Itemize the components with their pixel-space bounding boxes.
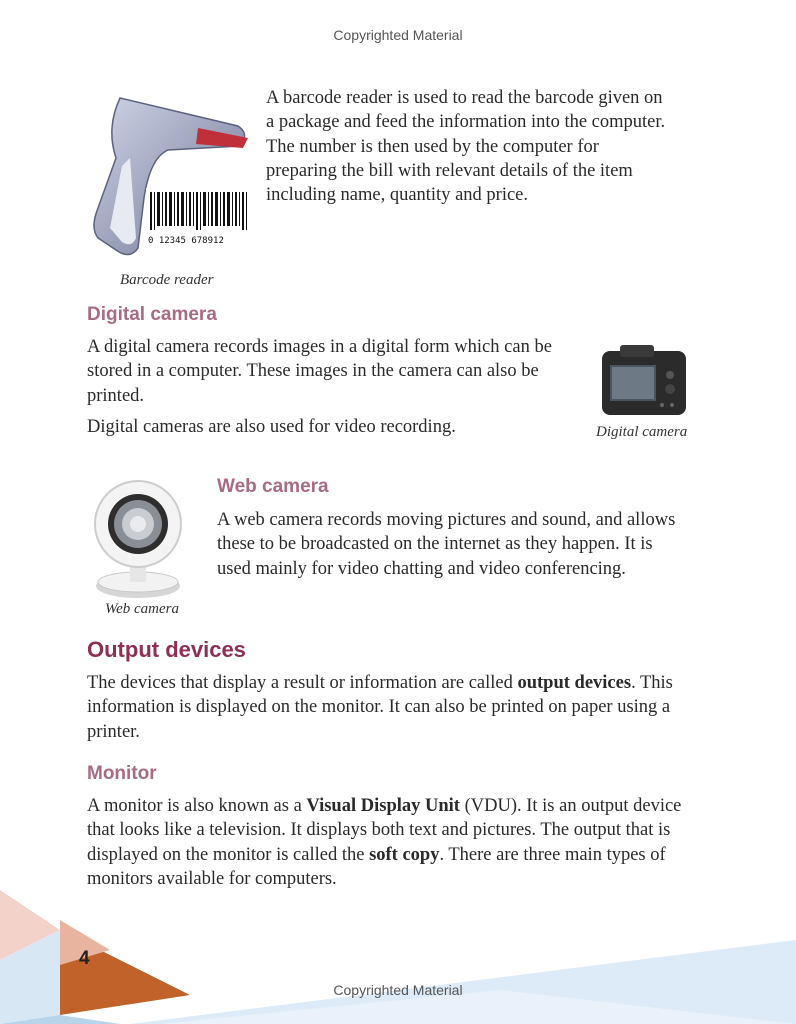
monitor-paragraph: A monitor is also known as a Visual Display Unit (VDU). It is an output device that looks like a television. It displays both text and pictures. The output that is displayed on the monitor is called the soft copy. There are three main types of monitors available for computers. (87, 796, 682, 889)
web-camera-paragraph: A web camera records moving pictures and sound, and allows these to be broadcasted on the internet as they happen. It is used mainly for video chatting and video conferencing. (217, 510, 676, 579)
barcode-digits: 0 12345 678912 (148, 236, 224, 246)
digital-camera-caption: Digital camera (596, 424, 688, 440)
corner-decoration (0, 870, 796, 1024)
digital-camera-image (598, 343, 690, 419)
copyright-top: Copyrighted Material (333, 27, 463, 43)
web-camera-caption: Web camera (105, 601, 180, 617)
output-devices-heading: Output devices (87, 637, 246, 662)
web-camera-heading: Web camera (217, 476, 329, 497)
web-camera-image (92, 474, 184, 600)
barcode-reader-image (88, 88, 258, 258)
output-devices-paragraph: The devices that display a result or information are called output devices. This information is displayed on the monitor. It can also be printed on paper using a printer. (87, 673, 673, 742)
monitor-heading: Monitor (87, 763, 157, 784)
copyright-bottom: Copyrighted Material (333, 982, 463, 998)
digital-camera-heading: Digital camera (87, 304, 217, 325)
barcode-caption: Barcode reader (120, 272, 214, 288)
page-number: 4 (79, 948, 90, 969)
barcode-paragraph: A barcode reader is used to read the barcode given on a package and feed the information into the computer. The number is then used by the computer for preparing the bill with relevant details of the item including name, quantity and price. (266, 88, 666, 206)
digital-camera-paragraph: A digital camera records images in a digital form which can be stored in a computer. These images in the camera can also be printed. Digital cameras are also used for video recording. (87, 337, 552, 437)
